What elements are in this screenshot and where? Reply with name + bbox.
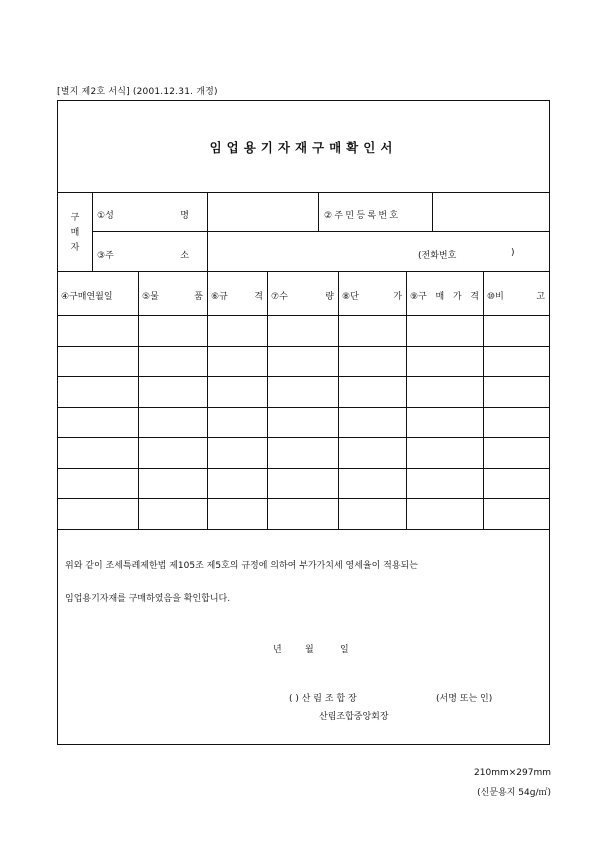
table-cell[interactable]	[407, 499, 482, 528]
column-header: ⑩비 고	[487, 292, 545, 302]
table-cell[interactable]	[139, 499, 206, 528]
table-cell[interactable]	[59, 316, 137, 345]
table-cell[interactable]	[139, 347, 206, 376]
table-cell[interactable]	[139, 408, 206, 437]
table-cell[interactable]	[407, 316, 482, 345]
table-cell[interactable]	[339, 316, 405, 345]
table-cell[interactable]	[484, 377, 548, 406]
table-cell[interactable]	[139, 316, 206, 345]
form-header: [별지 제2호 서식] (2001.12.31. 개정)	[57, 87, 218, 97]
table-cell[interactable]	[484, 438, 548, 467]
table-cell[interactable]	[484, 469, 548, 498]
column-header: ⑥규 격	[211, 292, 263, 302]
statement-line-1: 위와 같이 조세특례제한법 제105조 제5호의 규정에 의하여 부가가치세 영세율이 적용되는	[65, 561, 418, 571]
table-cell[interactable]	[268, 469, 337, 498]
paper-type: (신문용지 54g/㎡)	[477, 788, 551, 798]
table-cell[interactable]	[268, 377, 337, 406]
date-day-label: 일	[340, 645, 349, 655]
column-header: ④구매연월일	[61, 292, 113, 302]
table-cell[interactable]	[59, 377, 137, 406]
address-label: ③주 소	[97, 251, 189, 261]
table-cell[interactable]	[208, 438, 266, 467]
table-cell[interactable]	[268, 408, 337, 437]
table-cell[interactable]	[208, 316, 266, 345]
phone-label: (전화번호	[418, 251, 457, 261]
table-cell[interactable]	[208, 347, 266, 376]
column-header: ⑨구 매 가 격	[410, 292, 479, 302]
table-cell[interactable]	[59, 499, 137, 528]
union-head-label: ( ) 산 림 조 합 장	[289, 694, 357, 704]
table-cell[interactable]	[139, 377, 206, 406]
table-cell[interactable]	[339, 438, 405, 467]
signature-label: (서명 또는 인)	[436, 694, 493, 704]
table-cell[interactable]	[407, 377, 482, 406]
resident-no-field[interactable]	[433, 194, 548, 230]
name-value-divider	[318, 193, 319, 231]
table-cell[interactable]	[407, 438, 482, 467]
column-header: ⑦수 량	[271, 292, 334, 302]
name-field[interactable]	[208, 194, 317, 230]
address-field[interactable]	[208, 232, 548, 270]
table-cell[interactable]	[268, 499, 337, 528]
table-cell[interactable]	[59, 347, 137, 376]
table-cell[interactable]	[339, 377, 405, 406]
table-cell[interactable]	[208, 469, 266, 498]
paper-size: 210mm×297mm	[474, 768, 551, 778]
table-cell[interactable]	[59, 408, 137, 437]
column-header: ⑧단 가	[342, 292, 402, 302]
statement-line-2: 임업용기자재를 구매하였음을 확인합니다.	[65, 594, 231, 604]
buyer-group-label: 구 매 자	[70, 213, 80, 253]
buyer-group-divider	[92, 193, 93, 271]
table-cell[interactable]	[139, 438, 206, 467]
table-cell[interactable]	[484, 347, 548, 376]
table-cell[interactable]	[268, 347, 337, 376]
table-cell[interactable]	[407, 347, 482, 376]
table-cell[interactable]	[407, 408, 482, 437]
form-title: 임업용기자재구매확인서	[58, 101, 549, 193]
table-cell[interactable]	[484, 499, 548, 528]
table-cell[interactable]	[59, 438, 137, 467]
buyer-bottom-line	[58, 271, 549, 272]
table-cell[interactable]	[268, 316, 337, 345]
table-cell[interactable]	[59, 469, 137, 498]
table-cell[interactable]	[339, 469, 405, 498]
table-cell[interactable]	[484, 408, 548, 437]
phone-close: )	[511, 248, 515, 258]
table-cell[interactable]	[268, 438, 337, 467]
resident-no-label: ②주민등록번호	[324, 211, 401, 221]
table-cell[interactable]	[208, 499, 266, 528]
name-label: ①성 명	[97, 211, 189, 221]
table-cell[interactable]	[339, 408, 405, 437]
central-head-label: 산림조합중앙회장	[319, 712, 389, 722]
table-cell[interactable]	[139, 469, 206, 498]
table-cell[interactable]	[339, 499, 405, 528]
table-cell[interactable]	[208, 377, 266, 406]
table-bottom-line	[58, 529, 549, 530]
form-frame	[57, 100, 550, 745]
table-cell[interactable]	[208, 408, 266, 437]
table-cell[interactable]	[339, 347, 405, 376]
table-cell[interactable]	[407, 469, 482, 498]
table-cell[interactable]	[484, 316, 548, 345]
date-month-label: 월	[305, 645, 314, 655]
date-year-label: 년	[273, 645, 282, 655]
column-header: ⑤물 품	[142, 292, 203, 302]
